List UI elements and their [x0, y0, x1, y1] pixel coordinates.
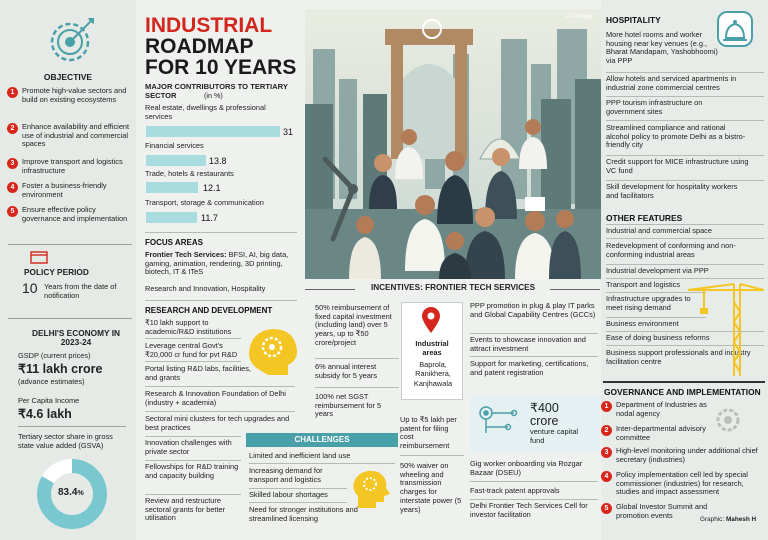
divider [249, 502, 347, 503]
divider [606, 238, 764, 239]
contributor-bar [146, 126, 280, 137]
incentive-item: Events to showcase innovation and attract investment [470, 335, 586, 353]
objective-title: OBJECTIVE [43, 72, 93, 82]
tertiary-value: 83.4% [58, 487, 84, 498]
incentive-item: 50% reimbursement of fixed capital investment (including land) over 5 years, up to ₹50 crore/project [315, 303, 392, 347]
feature-item: Business support professionals and industry facilitation centre [606, 348, 751, 366]
incentive-item: Gig worker onboarding via Rozgar Bazaar (DSEU) [470, 459, 583, 477]
hotel-bell-icon [716, 10, 754, 48]
policy-period-text: Years from the date of notification [44, 282, 117, 300]
industrial-areas-text: Baprola, Ranikhera, Kanjhawala [413, 360, 453, 388]
incentives-title: INCENTIVES: FRONTIER TECH SERVICES [370, 283, 536, 292]
economy-title: DELHI'S ECONOMY IN 2023-24 [31, 328, 121, 348]
target-gear-icon [42, 14, 98, 68]
focus-other: Research and Innovation, Hospitality [145, 284, 266, 293]
incentive-item: 50% waiver on wheeling and transmission charges for interstate power (5 years) [400, 461, 462, 514]
graphic-credit: Graphic: Mahesh H [700, 516, 757, 523]
incentive-item: Up to ₹5 lakh per patent for filing cost reimbursement [400, 415, 457, 451]
incentive-item: Delhi Frontier Tech Services Cell for investor facilitation [470, 501, 588, 519]
focus-frontier: Frontier Tech Services: BFSI, AI, big data, gaming, animation, rendering, 3D printing, biotech, IT & ITeS [145, 250, 289, 277]
pci-label: Per Capita Income [18, 396, 80, 405]
feature-item: Business environment [606, 319, 679, 328]
objective-item: 3 Improve transport and logistics infrastructure [22, 158, 134, 175]
industrial-areas-title: Industrial areas [415, 339, 449, 357]
rnd-item: Sectoral mini clusters for tech upgrades and best practices [145, 414, 290, 432]
feature-item: Infrastructure upgrades to meet rising demand [606, 294, 691, 312]
divider [145, 361, 241, 362]
divider [18, 426, 126, 427]
divider [470, 356, 598, 357]
divider [145, 494, 241, 495]
divider [145, 460, 241, 461]
divider [145, 300, 297, 301]
vc-fund-value: ₹400 crore [530, 401, 559, 429]
divider [606, 96, 764, 97]
feature-item: Ease of doing business reforms [606, 333, 710, 342]
policy-period-value: 10 [22, 280, 38, 296]
challenges-title: CHALLENGES [246, 433, 398, 447]
divider [606, 180, 764, 181]
settings-gear-icon [712, 404, 744, 436]
objective-item: 1 Promote high-value sectors and build on existing ecosystems [22, 87, 134, 104]
divider [603, 381, 765, 383]
divider [606, 278, 764, 279]
divider [470, 499, 598, 500]
contributor-label: Real estate, dwellings & professional services [145, 103, 266, 121]
incentive-item: PPP promotion in plug & play IT parks and Global Capability Centres (GCCs) [470, 301, 596, 319]
contributor-bar [146, 182, 198, 193]
objective-item: 5 Ensure effective policy governance and implementation [22, 206, 134, 223]
contributor-value: 31 [283, 127, 294, 137]
rnd-item: Fellowships for R&D training and capacity building [145, 462, 239, 480]
contributors-unit: (in %) [204, 91, 223, 100]
page-title: INDUSTRIAL [145, 14, 273, 37]
gsdp-label: GSDP (current prices) [18, 351, 91, 360]
rnd-item: ₹10 lakh support to academic/R&D institutions [145, 318, 232, 336]
governance-item: 4 Policy implementation cell led by special commissioner (industries) for research, studies and impact assessment [616, 471, 766, 497]
other-features-title: OTHER FEATURES [606, 213, 683, 223]
image-credit-label: AI Image [566, 13, 593, 20]
rnd-title: RESEARCH AND DEVELOPMENT [145, 306, 273, 315]
divider [606, 155, 764, 156]
incentive-item: 100% net SGST reimbursement for 5 years [315, 392, 382, 419]
divider [249, 463, 395, 464]
hospitality-item: More hotel rooms and worker housing near key venues (e.g., Bharat Mandapam, Yashobhoomi) via PPP [606, 30, 718, 66]
crane-icon [680, 282, 766, 378]
governance-item: 3 High-level monitoring under additional chief secretary (industries) [616, 447, 766, 464]
objective-item: 2 Enhance availability and efficient use of industrial and commercial spaces [22, 123, 134, 149]
feature-item: Transport and logistics [606, 280, 681, 289]
contributor-value: 13.8 [209, 156, 227, 166]
contributor-bar [146, 155, 206, 166]
objective-item: 4 Foster a business-friendly environment [22, 182, 134, 199]
rnd-item: Review and restructure sectoral grants for better utilisation [145, 496, 226, 523]
divider [8, 318, 132, 319]
divider [606, 120, 764, 121]
incentive-item: Support for marketing, certifications, and patent registration [470, 359, 589, 377]
hospitality-item: Skill development for hospitality workers and facilitators [606, 182, 738, 200]
hospitality-title: HOSPITALITY [606, 15, 661, 25]
divider [315, 358, 399, 359]
tertiary-label: Tertiary sector share in gross state value added (GSVA) [18, 432, 113, 450]
contributor-label: Financial services [145, 141, 204, 150]
incentive-item: Fast-track patent approvals [470, 486, 560, 495]
circuit-icon [474, 401, 522, 437]
challenge-item: Need for stronger institutions and streamlined licensing [249, 505, 358, 523]
feature-item: Industrial and commercial space [606, 226, 712, 235]
divider [470, 333, 598, 334]
rnd-item: Portal listing R&D labs, facilities, and grants [145, 364, 251, 382]
contributors-title: MAJOR CONTRIBUTORS TO TERTIARY SECTOR [145, 82, 288, 100]
divider [145, 436, 241, 437]
divider [145, 232, 297, 233]
contributor-bar [146, 212, 197, 223]
divider [606, 72, 764, 73]
hospitality-item: PPP tourism infrastructure on government sites [606, 98, 703, 116]
hospitality-item: Allow hotels and serviced apartments in industrial zone commercial centres [606, 74, 737, 92]
hospitality-item: Credit support for MICE infrastructure using VC fund [606, 157, 749, 175]
challenge-item: Increasing demand for transport and logistics [249, 466, 323, 484]
divider [400, 455, 464, 456]
governance-item: 5 Global Investor Summit and promotion events [616, 503, 716, 520]
policy-period-title: POLICY PERIOD [24, 267, 89, 277]
divider [606, 224, 764, 225]
rnd-item: Innovation challenges with private sector [145, 438, 232, 456]
challenge-item: Limited and inefficient land use [249, 451, 351, 460]
divider [145, 411, 295, 412]
pci-value: ₹4.6 lakh [18, 407, 72, 421]
governance-item: 1 Department of Industries as nodal agency [616, 401, 716, 418]
hospitality-item: Streamlined compliance and rational alcohol policy to promote Delhi as a bistro-friendly city [606, 123, 746, 150]
rnd-item: Leverage central Govt's ₹20,000 cr fund for pvt R&D [145, 341, 238, 359]
vc-fund-text: venture capital fund [530, 427, 579, 445]
page-subtitle: ROADMAP FOR 10 YEARS [145, 35, 297, 79]
city-people-illustration [305, 9, 601, 279]
divider [315, 387, 399, 388]
contributor-value: 12.1 [203, 183, 221, 193]
divider [470, 481, 598, 482]
incentive-item: 6% annual interest subsidy for 5 years [315, 362, 378, 380]
contributor-value: 11.7 [201, 213, 218, 223]
divider [8, 244, 132, 245]
challenge-item: Skilled labour shortages [249, 490, 328, 499]
governance-item: 2 Inter-departmental advisory committee [616, 425, 716, 442]
contributor-label: Trade, hotels & restaurants [145, 169, 234, 178]
hero-illustration [305, 9, 601, 279]
gsdp-value: ₹11 lakh crore [18, 362, 103, 376]
divider [249, 488, 347, 489]
focus-title: FOCUS AREAS [145, 238, 203, 247]
divider [145, 386, 295, 387]
feature-item: Industrial development via PPP [606, 266, 709, 275]
calendar-icon [30, 250, 48, 264]
governance-title: GOVERNANCE AND IMPLEMENTATION [604, 387, 761, 397]
feature-item: Redevelopment of conforming and non-conforming industrial areas [606, 241, 736, 259]
location-pin-icon [421, 306, 441, 334]
gsdp-note: (advance estimates) [18, 377, 85, 386]
divider [145, 338, 241, 339]
contributor-label: Transport, storage & communication [145, 198, 264, 207]
rnd-item: Research & Innovation Foundation of Delhi (industry + academia) [145, 389, 286, 407]
divider [606, 264, 764, 265]
